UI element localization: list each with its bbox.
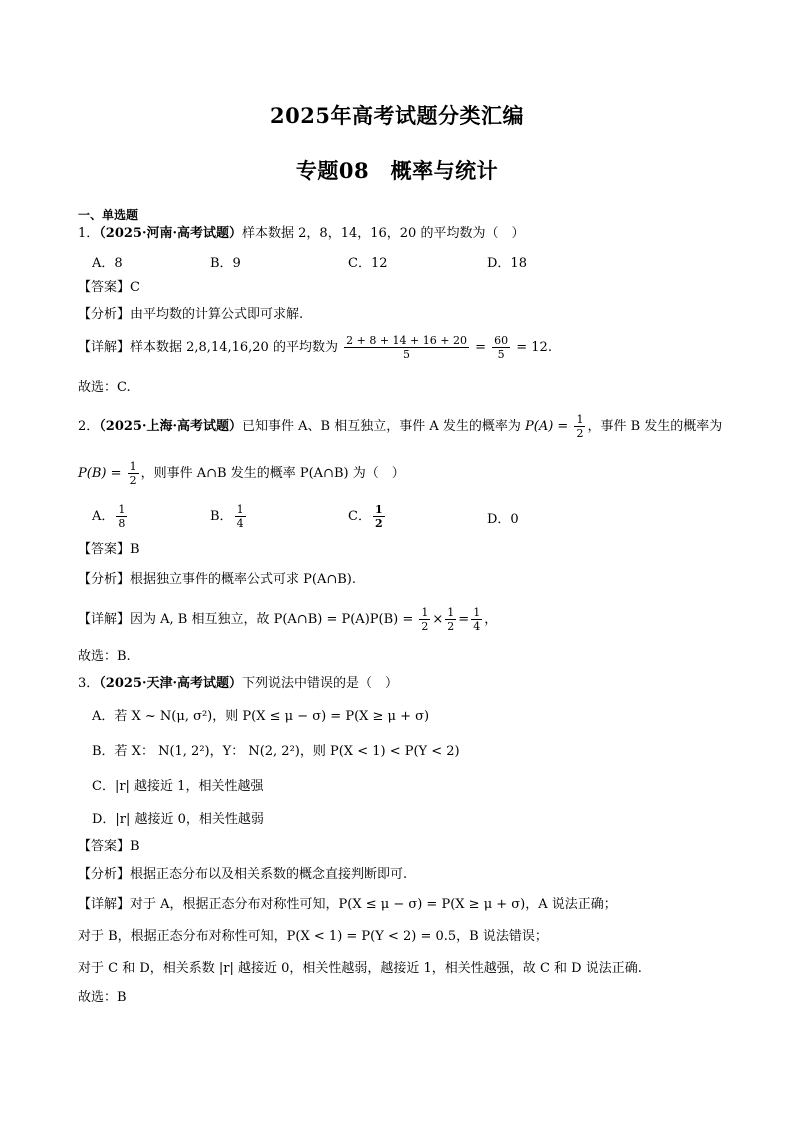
q3-detail-3: 对于 C 和 D，相关系数 |r| 越接近 0，相关性越弱，越接近 1，相关性越强，故 C 和 D 说法正确. (78, 961, 642, 976)
sub-title: 专题08 概率与统计 (295, 158, 499, 183)
q1-fraction-sum-numerator: 2 + 8 + 14 + 16 + 20 (346, 334, 467, 347)
q1-fraction-result-numerator: 60 (494, 334, 509, 347)
q2-detail-den3: 4 (473, 620, 481, 633)
q2-half-a-numerator: 1 (576, 413, 584, 426)
q2-half-fraction-b (128, 460, 139, 487)
q1-fraction-sum (344, 334, 469, 361)
q1-detail (78, 334, 552, 361)
q1-fraction-sum-denominator: 5 (403, 348, 411, 361)
q1-option-b: B．9 (210, 256, 241, 271)
q2-text-b: ，事件 B 发生的概率为 (587, 419, 723, 434)
q2-detail-fraction-1 (419, 606, 430, 633)
q1-equals: = (475, 340, 486, 355)
q3-option-c: C．|r| 越接近 1，相关性越强 (92, 779, 264, 794)
q2-option-c-fraction (373, 503, 385, 530)
q1-option-a: A．8 (92, 256, 123, 271)
q2-detail-eq: = (458, 612, 470, 627)
q3-stem (78, 675, 398, 693)
q1-fraction-result-denominator: 5 (497, 348, 505, 361)
q2-option-c-denominator: 2 (374, 517, 383, 530)
q1-text: 样本数据 2，8，14，16，20 的平均数为（ ） (242, 226, 525, 241)
q2-option-b (210, 503, 248, 530)
q2-option-b-fraction (235, 503, 246, 530)
q2-half-fraction-a (574, 413, 585, 440)
q2-detail-post: ， (484, 612, 498, 627)
q2-option-b-denominator: 4 (236, 517, 244, 530)
q3-option-b: B．若 X： N(1, 2²)，Y： N(2, 2²)，则 P(X < 1) < P(Y < 2) (92, 744, 460, 759)
q2-half-a-denominator: 2 (576, 427, 584, 440)
q2-option-d: D．0 (487, 512, 519, 527)
q2-option-c (348, 503, 387, 530)
q2-detail-text: 【详解】因为 A, B 相互独立，故 P(A∩B) = P(A)P(B) = (78, 612, 414, 627)
q2-detail-num2: 1 (447, 606, 455, 619)
q2-conclusion: 故选：B. (78, 649, 131, 664)
q1-option-d: D．18 (487, 256, 527, 271)
q2-detail (78, 606, 497, 633)
q3-analysis: 【分析】根据正态分布以及相关系数的概念直接判断即可. (78, 867, 408, 882)
q1-conclusion: 故选：C. (78, 380, 131, 395)
q3-text: 下列说法中错误的是（ ） (242, 676, 399, 691)
q3-detail-1: 【详解】对于 A，根据正态分布对称性可知，P(X ≤ μ − σ) = P(X ≥ μ + σ)，A 说法正确； (78, 897, 617, 912)
q3-answer: 【答案】B (78, 839, 140, 854)
q1-detail-result: = 12. (516, 340, 552, 355)
q3-conclusion: 故选：B (78, 990, 127, 1005)
q1-stem (78, 225, 524, 243)
q2-detail-fraction-2 (445, 606, 456, 633)
q2-option-a-denominator: 8 (118, 517, 126, 530)
q2-option-c-label: C． (348, 509, 371, 524)
q3-option-a: A．若 X ~ N(μ, σ²)，则 P(X ≤ μ − σ) = P(X ≥ μ + σ) (92, 709, 430, 724)
q1-detail-text: 【详解】样本数据 2,8,14,16,20 的平均数为 (78, 340, 338, 355)
q2-stem-line1 (78, 413, 722, 440)
q1-answer: 【答案】C (78, 280, 140, 295)
q1-option-c: C．12 (348, 256, 388, 271)
q2-pa: P(A) = (525, 419, 569, 434)
q2-analysis: 【分析】根据独立事件的概率公式可求 P(A∩B). (78, 572, 356, 587)
q2-option-b-label: B． (210, 509, 233, 524)
main-title: 2025年高考试题分类汇编 (270, 103, 524, 128)
q1-analysis: 【分析】由平均数的计算公式即可求解. (78, 307, 304, 322)
q2-option-c-numerator: 1 (374, 503, 383, 516)
q2-option-a-numerator: 1 (118, 503, 126, 516)
q2-text-a: 已知事件 A、B 相互独立，事件 A 发生的概率为 (242, 419, 526, 434)
q3-option-d: D．|r| 越接近 0，相关性越弱 (92, 812, 264, 827)
q2-text-c: ，则事件 A∩B 发生的概率 P(A∩B) 为（ ） (140, 466, 405, 481)
q3-number: 3． (78, 676, 100, 691)
section-heading: 一、单选题 (78, 208, 139, 222)
q1-source: （2025·河南·高考试题） (99, 226, 243, 241)
q2-detail-num3: 1 (473, 606, 481, 619)
q1-fraction-result (492, 334, 510, 361)
q2-option-a-fraction (116, 503, 127, 530)
q2-detail-den1: 2 (421, 620, 429, 633)
q2-option-a-label: A． (92, 509, 115, 524)
q2-source: （2025·上海·高考试题） (99, 419, 243, 434)
q2-half-b-denominator: 2 (129, 474, 137, 487)
q2-option-b-numerator: 1 (236, 503, 244, 516)
q1-number: 1． (78, 226, 100, 241)
q2-detail-num1: 1 (421, 606, 429, 619)
q2-half-b-numerator: 1 (129, 460, 137, 473)
q2-answer: 【答案】B (78, 542, 140, 557)
q3-source: （2025·天津·高考试题） (99, 676, 243, 691)
q2-option-a (92, 503, 129, 530)
q2-detail-den2: 2 (447, 620, 455, 633)
q2-detail-fraction-3 (471, 606, 482, 633)
q2-pb: P(B) = (78, 466, 122, 481)
q2-stem-line2 (78, 460, 405, 487)
q3-detail-2: 对于 B，根据正态分布对称性可知，P(X < 1) = P(Y < 2) = 0.5，B 说法错误； (78, 929, 548, 944)
q2-number: 2． (78, 419, 100, 434)
q2-detail-times: × (432, 612, 444, 627)
